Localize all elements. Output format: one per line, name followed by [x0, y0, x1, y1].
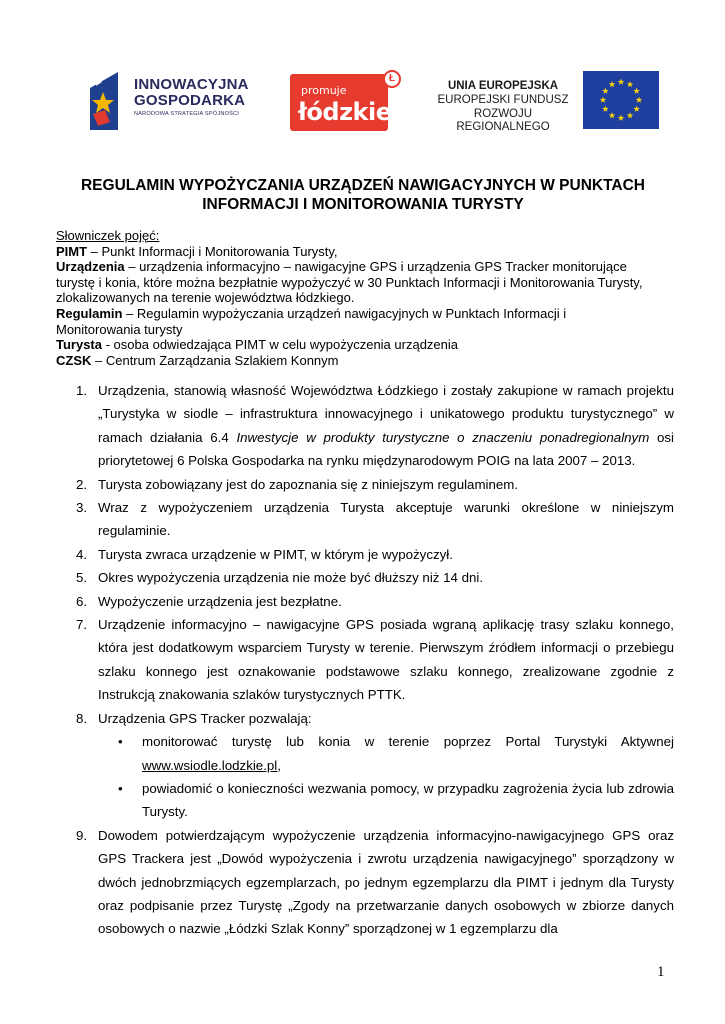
ue-line1: EUROPEJSKI FUNDUSZ: [437, 93, 569, 106]
rule-item: [56, 543, 674, 566]
ue-line2: ROZWOJU REGIONALNEGO: [456, 107, 550, 134]
rule-text: osi priorytetowej 6 Polska Gospodarka na rynku międzynarodowym POIG na lata 2007 – 2013.: [98, 429, 674, 469]
glossary-regulamin: [56, 306, 678, 322]
bullet-text-end: ,: [277, 757, 281, 773]
promuje-lodzkie-logo: [290, 70, 400, 132]
rule-text: Urządzenia, stanowią własność Województwa Łódzkiego i zostały zakupione w ramach projektu „Turystyka w siodle – infrastruktura innowacyjnego i unikatowego produktu turystycznego” w ramach działania 6.4: [98, 383, 674, 445]
rule-number: 4.: [76, 546, 88, 562]
rule-item: [56, 824, 674, 941]
rule-text: Okres wypożyczenia urządzenia nie może być dłuższy niż 14 dni.: [98, 570, 484, 586]
ig-subline: NARODOWA STRATEGIA SPÓJNOŚCI: [134, 111, 240, 117]
rule-bullets: [98, 730, 674, 824]
rule-number: 8.: [76, 710, 88, 726]
glossary-urzadzenia-cont: zlokalizowanych na terenie województwa łódzkiego.: [56, 290, 355, 306]
rule-item: [56, 566, 674, 589]
unia-europejska-text: [430, 80, 576, 135]
lodzkie-red-box: [290, 74, 392, 131]
lodzkie-badge-icon: Ł: [383, 70, 401, 88]
glossary-term: Turysta: [56, 337, 102, 353]
glossary-urzadzenia-cont: turystę i konia, które można bezpłatnie wypożyczyć w 30 Punktach Informacji i Monitorowania Turysty,: [56, 274, 643, 290]
glossary-term: PIMT: [56, 243, 88, 259]
rule-number: 2.: [76, 476, 88, 492]
bullet-item: [98, 730, 674, 777]
lodzkie-big-text: łódzkie: [298, 98, 392, 126]
rule-item: [56, 473, 674, 496]
rules-list: [56, 379, 674, 941]
rule-text: Wypożyczenie urządzenia jest bezpłatne.: [98, 593, 342, 609]
rule-item: [56, 707, 674, 824]
bullet-text: powiadomić o konieczności wezwania pomocy, w przypadku zagrożenia życia lub zdrowia Turysty.: [142, 780, 674, 820]
glossary: [56, 228, 678, 368]
bullet-item: [98, 777, 674, 824]
rule-number: 3.: [76, 500, 88, 516]
ig-line2: GOSPODARKA: [134, 92, 246, 109]
title-line-2: INFORMACJI I MONITOROWANIA TURYSTY: [202, 196, 524, 213]
bullet-text: monitorować turystę lub konia w terenie poprzez Portal Turystyki Aktywnej: [142, 734, 674, 750]
glossary-urzadzenia: [56, 259, 678, 275]
rule-text: Turysta zwraca urządzenie w PIMT, w którym je wypożyczył.: [98, 546, 453, 562]
glossary-definition: – Centrum Zarządzania Szlakiem Konnym: [91, 352, 339, 368]
glossary-term: Urządzenia: [56, 259, 125, 275]
rule-item: [56, 496, 674, 543]
innowacyjna-gospodarka-star-icon: [88, 70, 128, 130]
rule-number: 5.: [76, 570, 88, 586]
bullet-icon: •: [118, 734, 123, 750]
rule-number: 6.: [76, 593, 88, 609]
portal-link[interactable]: www.wsiodle.lodzkie.pl: [142, 757, 278, 773]
rule-text: Urządzenie informacyjno – nawigacyjne GPS posiada wgraną aplikację trasy szlaku konnego, która jest dodatkowym wsparciem Turysty w terenie. Pierwszym źródłem informacji o przebiegu szlaku konnego jest oznakowanie podstawowe szlaku konnego, zrealizowane zgodnie z Instrukcją znakowania szlaków turystycznych PTTK.: [98, 617, 674, 703]
rule-text: Urządzenia GPS Tracker pozwalają:: [98, 710, 312, 726]
glossary-definition: – urządzenia informacyjno – nawigacyjne GPS i urządzenia GPS Tracker monitorujące: [124, 259, 627, 275]
glossary-czsk: [56, 353, 678, 369]
lodzkie-small-text: promuje: [301, 84, 347, 97]
rule-italic-text: Inwestycje w produkty turystyczne o znaczeniu ponadregionalnym: [236, 429, 650, 445]
innowacyjna-gospodarka-logo: [88, 70, 268, 130]
page-number: 1: [657, 964, 665, 980]
rule-item: [56, 379, 674, 473]
glossary-turysta: [56, 337, 678, 353]
glossary-term: CZSK: [56, 352, 92, 368]
glossary-pimt: [56, 244, 678, 260]
eu-flag-icon: [583, 71, 659, 129]
rule-text: Wraz z wypożyczeniem urządzenia Turysta akceptuje warunki określone w niniejszym regulaminie.: [98, 500, 674, 539]
bullet-icon: •: [118, 780, 123, 796]
rule-item: [56, 613, 674, 707]
rule-item: [56, 590, 674, 613]
rule-number: 7.: [76, 617, 88, 633]
title-line-1: REGULAMIN WYPOŻYCZANIA URZĄDZEŃ NAWIGACYJNYCH W PUNKTACH: [80, 177, 645, 194]
glossary-definition: – Punkt Informacji i Monitorowania Turysty,: [87, 243, 338, 259]
ig-line1: INNOWACYJNA: [134, 76, 249, 93]
rule-text: Dowodem potwierdzającym wypożyczenie urządzenia informacyjno-nawigacyjnego GPS oraz GPS Trackera jest „Dowód wypożyczenia i zwrotu urządzenia nawigacyjnego” sporządzony w dwóch jednobrzmiących egzemplarzach, po jednym egzemplarzu dla PIMT i jednym dla Turysty oraz podpisanie przez Turystę „Zgody na przetwarzanie danych osobowych w zbiorze danych osobowych o nazwie „Łódzki Szlak Konny” sporządzonej w 1 egzemplarzu dla: [98, 827, 674, 937]
rule-text: Turysta zobowiązany jest do zapoznania się z niniejszym regulaminem.: [98, 476, 519, 492]
glossary-term: Regulamin: [56, 305, 123, 321]
rule-number: 1.: [76, 383, 88, 398]
document-title: [52, 176, 674, 214]
glossary-regulamin-cont: Monitorowania turysty: [56, 321, 183, 337]
glossary-definition: – Regulamin wypożyczania urządzeń nawigacyjnych w Punktach Informacji i: [122, 305, 567, 321]
ue-title: UNIA EUROPEJSKA: [447, 80, 559, 92]
glossary-heading: Słowniczek pojęć:: [56, 228, 160, 243]
glossary-definition: - osoba odwiedzająca PIMT w celu wypożyczenia urządzenia: [102, 337, 458, 353]
header-logos: [0, 0, 725, 145]
rule-number: 9.: [76, 827, 88, 843]
